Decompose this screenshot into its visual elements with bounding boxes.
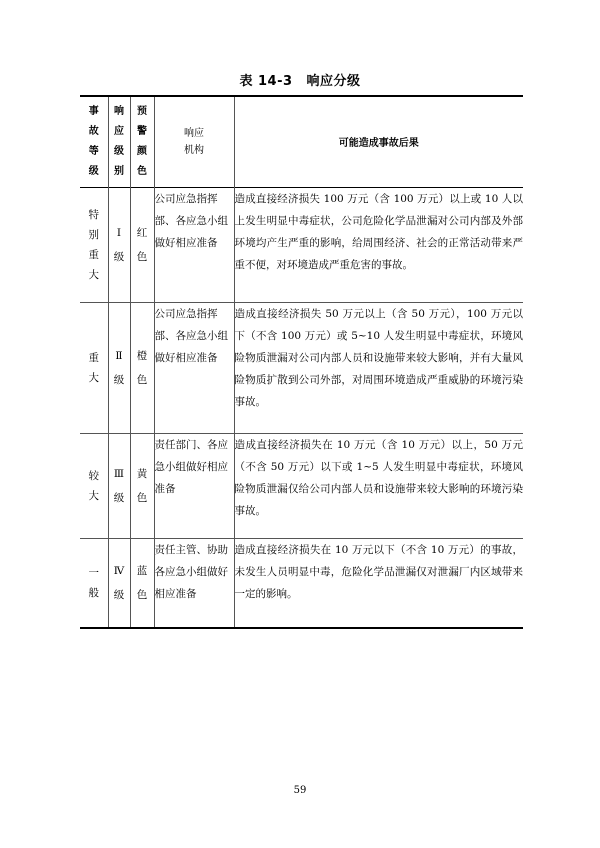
consequence-cell: 造成直接经济损失 100 万元（含 100 万元）以上或 10 人以上发生明显中毒症状，公司危险化学品泄漏对公司内部及外部环境均产生严重的影响，给周围经济、社会的正常活动带来严重不便，对环境造成严重危害的事故。 bbox=[234, 187, 523, 302]
table-title-text: 响应分级 bbox=[306, 74, 361, 89]
response-grading-table bbox=[80, 95, 523, 629]
color-cell: 蓝 色 bbox=[130, 538, 154, 628]
consequence-cell: 造成直接经济损失在 10 万元以下（不含 10 万元）的事故，未发生人员明显中毒，危险化学品泄漏仅对泄漏厂内区域带来一定的影响。 bbox=[234, 538, 523, 628]
grade-cell: 较 大 bbox=[80, 433, 108, 538]
org-cell: 责任部门、各应急小组做好相应准备 bbox=[154, 433, 234, 538]
color-cell: 橙 色 bbox=[130, 302, 154, 433]
page-number: 59 bbox=[293, 785, 307, 796]
header-consequence: 可能造成事故后果 bbox=[234, 96, 523, 187]
header-org: 响应 机构 bbox=[154, 96, 234, 187]
table-row bbox=[80, 433, 523, 538]
org-cell: 责任主管、协助各应急小组做好相应准备 bbox=[154, 538, 234, 628]
grade-cell: 一 般 bbox=[80, 538, 108, 628]
table-number: 表 14-3 bbox=[239, 74, 293, 89]
header-grade: 事 故 等 级 bbox=[80, 96, 108, 187]
table-title bbox=[0, 70, 600, 89]
org-cell: 公司应急指挥部、各应急小组做好相应准备 bbox=[154, 187, 234, 302]
color-cell: 黄 色 bbox=[130, 433, 154, 538]
grade-cell: 重 大 bbox=[80, 302, 108, 433]
header-warning-color: 预 警 颜 色 bbox=[130, 96, 154, 187]
level-cell: Ⅳ 级 bbox=[108, 538, 130, 628]
level-cell: Ⅰ 级 bbox=[108, 187, 130, 302]
level-cell: Ⅲ 级 bbox=[108, 433, 130, 538]
color-cell: 红 色 bbox=[130, 187, 154, 302]
table-header-row bbox=[80, 96, 523, 187]
table-row bbox=[80, 302, 523, 433]
consequence-cell: 造成直接经济损失 50 万元以上（含 50 万元），100 万元以下（不含 100 万元）或 5~10 人发生明显中毒症状，环境风险物质泄漏对公司内部人员和设施带来较大影响，并有大量风险物质扩散到公司外部，对周围环境造成严重威胁的环境污染事故。 bbox=[234, 302, 523, 433]
grade-cell: 特 别 重 大 bbox=[80, 187, 108, 302]
level-cell: Ⅱ 级 bbox=[108, 302, 130, 433]
header-response-level: 响 应 级 别 bbox=[108, 96, 130, 187]
table-row bbox=[80, 187, 523, 302]
table-row bbox=[80, 538, 523, 628]
consequence-cell: 造成直接经济损失在 10 万元（含 10 万元）以上，50 万元（不含 50 万元）以下或 1~5 人发生明显中毒症状，环境风险物质泄漏仅给公司内部人员和设施带来较大影响的环境污染事故。 bbox=[234, 433, 523, 538]
org-cell: 公司应急指挥部、各应急小组做好相应准备 bbox=[154, 302, 234, 433]
